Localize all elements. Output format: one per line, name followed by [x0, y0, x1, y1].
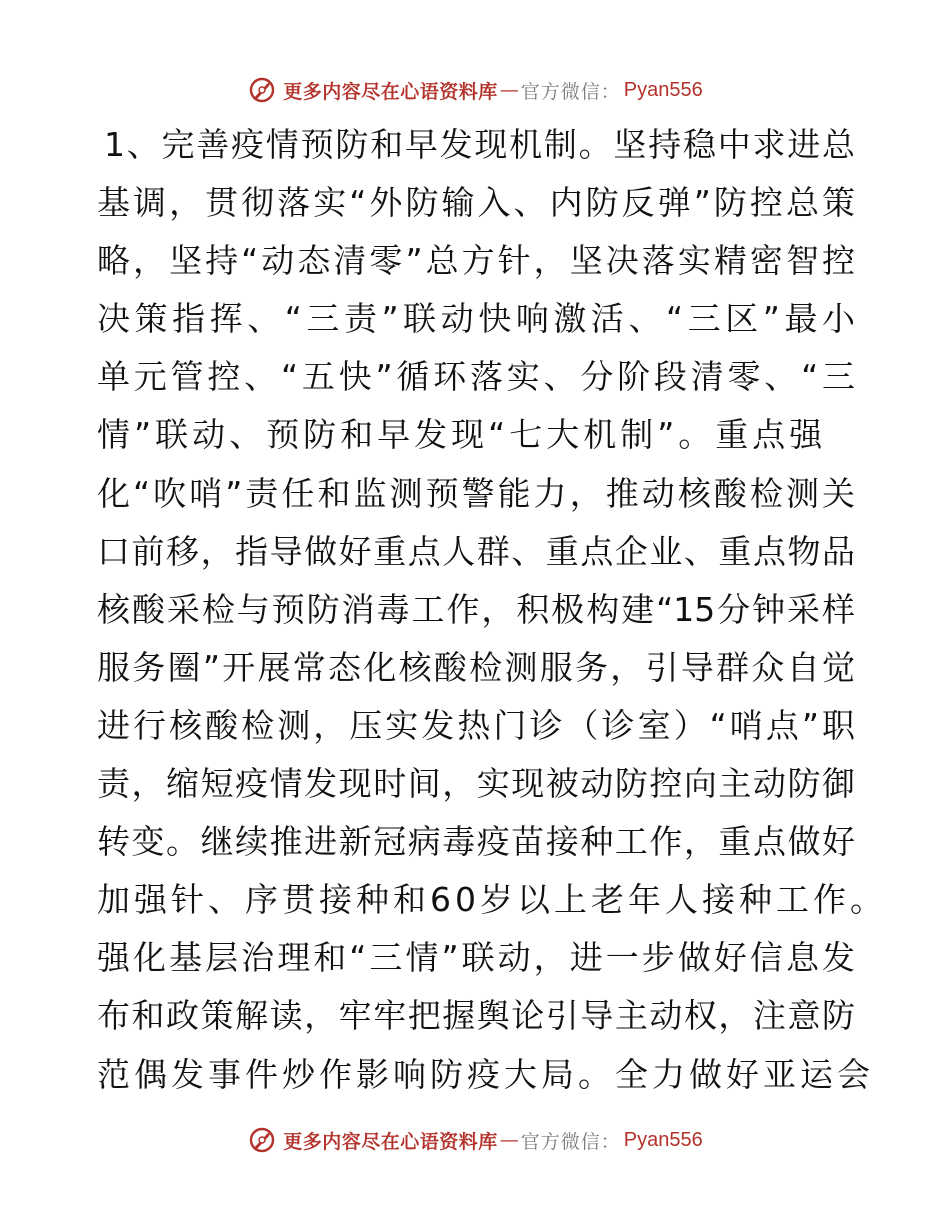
body-line-14: 加强针、序贯接种和60岁以上老年人接种工作。	[97, 880, 887, 920]
body-line-7: 化“吹哨”责任和监测预警能力，推动核酸检测关	[97, 473, 855, 513]
banner-site-name: 更多内容尽在心语资料库	[283, 1130, 498, 1153]
body-line-1: 1、完善疫情预防和早发现机制。坚持稳中求进总	[104, 125, 855, 164]
body-line-2: 基调，贯彻落实“外防输入、内防反弹”防控总策	[97, 183, 855, 223]
body-line-6: 情”联动、预防和早发现“七大机制”。重点强	[97, 415, 827, 455]
banner-wechat-label: 官方微信：	[520, 1130, 621, 1153]
banner-site-name: 更多内容尽在心语资料库	[283, 80, 498, 103]
banner-separator: —	[499, 79, 519, 101]
footer-watermark-banner	[0, 1123, 950, 1157]
body-line-10: 服务圈”开展常态化核酸检测服务，引导群众自觉	[97, 647, 855, 687]
banner-separator: —	[499, 1129, 519, 1151]
banner-wechat-label: 官方微信：	[520, 80, 621, 103]
body-line-16: 布和政策解读，牢牢把握舆论引导主动权，注意防	[97, 996, 855, 1036]
header-watermark-banner	[0, 73, 950, 107]
body-line-15: 强化基层治理和“三情”联动，进一步做好信息发	[97, 938, 855, 978]
banner-wechat-id: Pyan556	[623, 1128, 703, 1151]
body-line-5: 单元管控、“五快”循环落实、分阶段清零、“三	[97, 357, 855, 397]
body-line-8: 口前移，指导做好重点人群、重点企业、重点物品	[97, 531, 855, 571]
body-line-13: 转变。继续推进新冠病毒疫苗接种工作，重点做好	[97, 822, 855, 862]
body-line-4: 决策指挥、“三责”联动快响激活、“三区”最小	[97, 299, 855, 339]
document-body	[97, 116, 887, 1104]
body-line-12: 责，缩短疫情发现时间，实现被动防控向主动防御	[97, 764, 855, 804]
body-line-9: 核酸采检与预防消毒工作，积极构建“15分钟采样	[97, 589, 855, 629]
quill-circle-icon	[247, 75, 277, 105]
body-line-3: 略，坚持“动态清零”总方针，坚决落实精密智控	[97, 241, 855, 281]
body-line-17: 范偶发事件炒作影响防疫大局。全力做好亚运会	[97, 1054, 874, 1094]
quill-circle-icon	[247, 1125, 277, 1155]
body-line-11: 进行核酸检测，压实发热门诊（诊室）“哨点”职	[97, 705, 855, 745]
banner-wechat-id: Pyan556	[623, 78, 703, 101]
